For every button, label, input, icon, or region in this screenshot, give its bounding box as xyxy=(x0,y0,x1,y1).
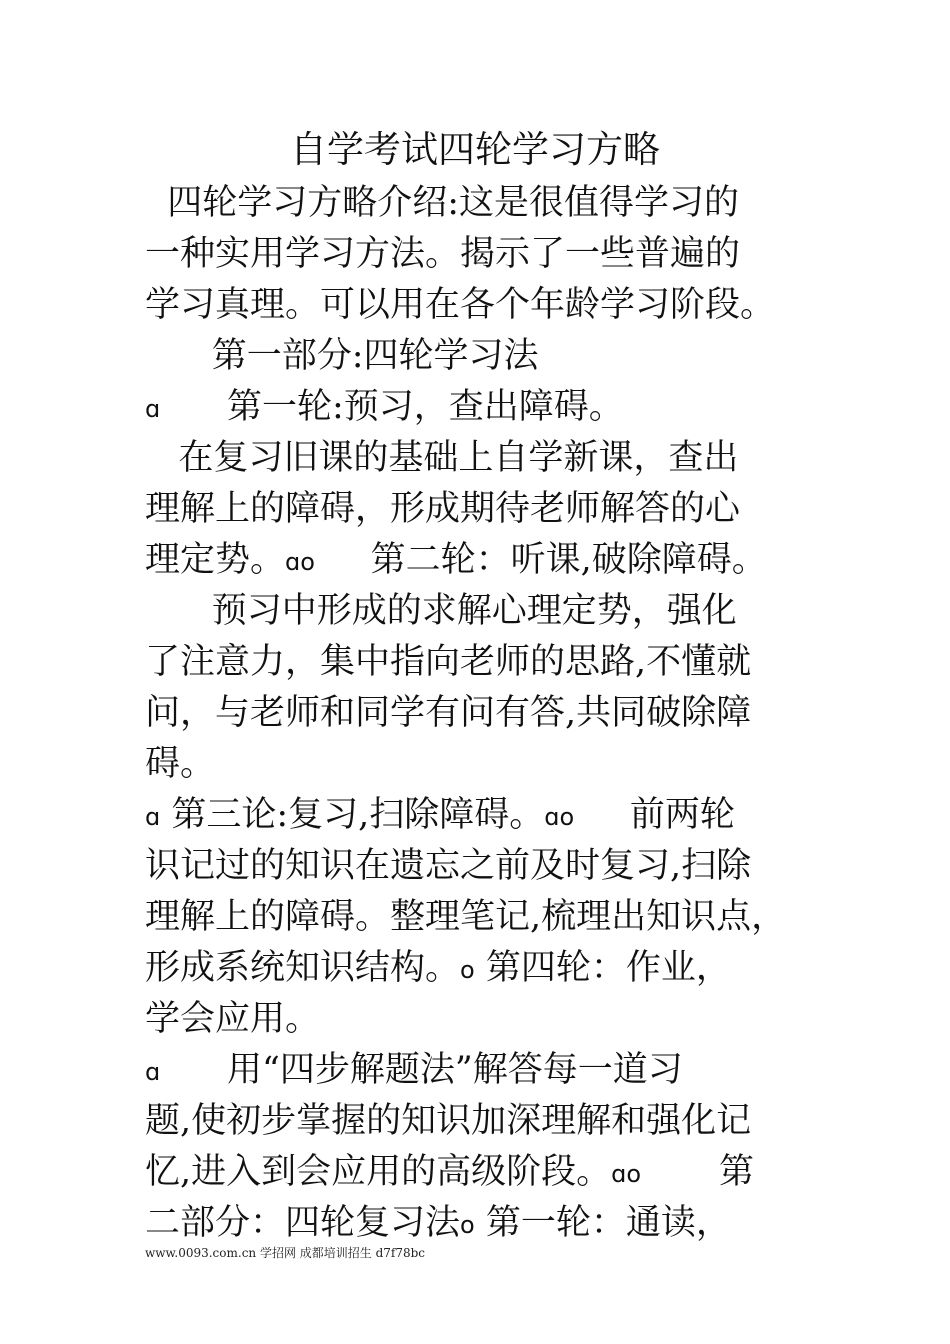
text-line xyxy=(145,841,815,892)
text-segment: 第四轮：作业， xyxy=(474,948,731,988)
text-segment: 二部分：四轮复习法 xyxy=(145,1203,461,1243)
text-segment: 第二轮：听课,破除障碍。 xyxy=(314,540,767,580)
text-segment: 碍。 xyxy=(145,744,216,784)
text-segment: 用“四步解题法”解答每一道习 xyxy=(160,1050,683,1090)
text-line xyxy=(145,331,815,382)
text-line xyxy=(145,1045,815,1096)
text-line xyxy=(145,790,815,841)
text-segment: 第一部分:四轮学习法 xyxy=(145,336,539,376)
text-line xyxy=(145,1147,815,1198)
text-segment: 第 xyxy=(641,1152,754,1192)
text-segment: 在复习旧课的基础上自学新课，查出 xyxy=(145,438,739,478)
text-line xyxy=(145,280,815,331)
text-segment: 四轮学习方略介绍:这是很值得学习的 xyxy=(145,183,740,223)
text-segment: 第三论:复习,扫除障碍。 xyxy=(160,795,545,835)
text-line xyxy=(145,637,815,688)
text-line xyxy=(145,229,815,280)
text-segment: 识记过的知识在遗忘之前及时复习,扫除 xyxy=(145,846,752,886)
text-segment: 学习真理。可以用在各个年龄学习阶段。 xyxy=(145,285,776,325)
text-line xyxy=(145,994,815,1045)
text-segment: 了注意力，集中指向老师的思路,不懂就 xyxy=(145,642,752,682)
text-segment: 预习中形成的求解心理定势，强化 xyxy=(145,591,737,631)
text-segment: 理定势。 xyxy=(145,540,286,580)
text-line xyxy=(145,586,815,637)
text-segment: 前两轮 xyxy=(574,795,735,835)
text-line xyxy=(145,1096,815,1147)
text-line xyxy=(145,1198,815,1249)
bullet-mark: ɑ xyxy=(145,803,161,831)
text-line xyxy=(145,943,815,994)
text-segment: 学会应用。 xyxy=(145,999,321,1039)
bullet-mark: ɑ xyxy=(145,395,161,423)
text-line xyxy=(145,382,815,433)
text-segment: 理解上的障碍，形成期待老师解答的心 xyxy=(145,489,741,529)
bullet-mark: ɑo xyxy=(611,1160,642,1188)
text-line xyxy=(145,484,815,535)
text-line xyxy=(145,688,815,739)
bullet-mark: ɑo xyxy=(544,803,575,831)
bullet-mark: ɑo xyxy=(285,548,315,576)
bullet-mark: ɑ xyxy=(145,1058,161,1086)
text-line xyxy=(145,892,815,943)
page-footer: www.0093.com.cn 学招网 成都培训招生 d7f78bc xyxy=(145,1246,426,1260)
text-segment: 一种实用学习方法。揭示了一些普遍的 xyxy=(145,234,741,274)
document-title: 自学考试四轮学习方略 xyxy=(290,128,660,171)
bullet-mark: o xyxy=(460,1211,475,1239)
text-line xyxy=(145,535,815,586)
text-segment: 忆,进入到会应用的高级阶段。 xyxy=(145,1152,612,1192)
text-segment: 问，与老师和同学有问有答,共同破除障 xyxy=(145,693,752,733)
text-segment: 形成系统知识结构。 xyxy=(145,948,461,988)
text-segment: 第一轮：通读， xyxy=(474,1203,731,1243)
text-segment: 题,使初步掌握的知识加深理解和强化记 xyxy=(145,1101,752,1141)
text-segment: 第一轮:预习，查出障碍。 xyxy=(160,387,624,427)
text-line xyxy=(145,739,815,790)
bullet-mark: o xyxy=(460,956,475,984)
document-body xyxy=(145,178,815,1249)
text-segment: 理解上的障碍。整理笔记,梳理出知识点， xyxy=(145,897,787,937)
text-line xyxy=(145,178,815,229)
text-line xyxy=(145,433,815,484)
